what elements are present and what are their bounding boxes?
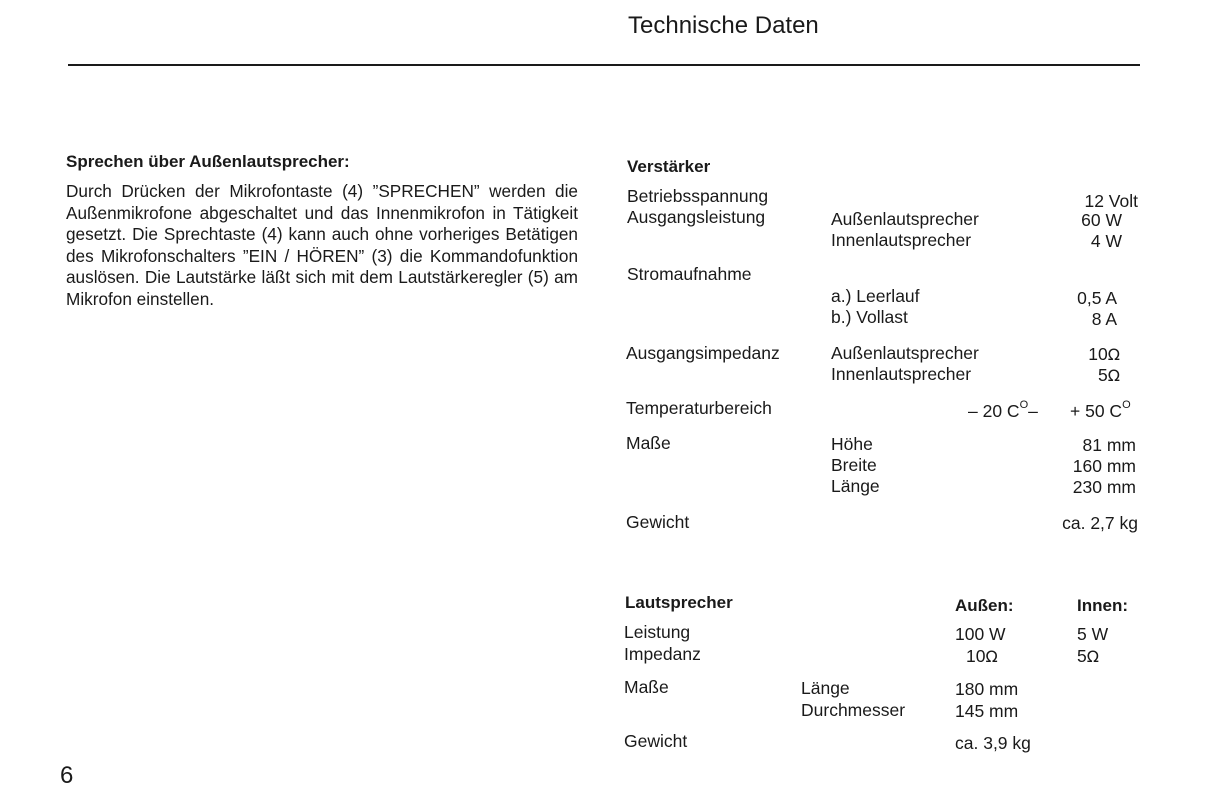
column-header-aussen: Außen: [955,596,1014,615]
ohm-symbol: Ω [1086,647,1099,666]
spec-value-leistung-aussen: 60 W [1081,210,1122,230]
spec-value-impedanz-innen [1077,646,1099,667]
spec-label-ausgangsleistung: Ausgangsleistung [627,207,766,227]
impedance-value: 5 [1098,365,1108,385]
spec-value-temperatur-max [1070,399,1131,422]
temperature-min: – 20 C [968,401,1020,421]
spec-value-leistung-innen: 5 W [1077,624,1109,644]
section-heading-speaking: Sprechen über Außenlautsprecher: [66,152,350,171]
spec-value-laenge: 230 mm [1072,477,1136,497]
speaker-heading: Lautsprecher [625,593,733,612]
amplifier-heading: Verstärker [627,157,711,176]
spec-value-leerlauf: 0,5 A [1077,288,1117,308]
spec-label-gewicht: Gewicht [626,512,690,532]
spec-label-masse: Maße [626,433,671,453]
ohm-symbol: Ω [985,647,998,666]
spec-sub-breite: Breite [831,455,877,475]
body-paragraph: Durch Drücken der Mikrofontaste (4) ”SPRECHEN” werden die Außenmikrofone abgeschaltet und das Innenmikrofon in Tätigkeit gesetzt. Die Sprechtaste (4) kann auch ohne vorheriges Betätigen des Mikrofonschalters ”EIN / HÖREN” (3) die Kommandofunktion auslösen. Die Lautstärke läßt sich mit dem Lautstärkeregler (5) am Mikrofon einstellen. [66,181,578,309]
impedance-value: 10 [966,646,986,666]
page-title: Technische Daten [628,12,819,39]
ohm-symbol: Ω [1107,366,1120,385]
range-dash: – [1028,401,1038,421]
spec-value-durchmesser: 145 mm [955,701,1019,721]
spec-label-leistung: Leistung [624,622,691,642]
spec-value-impedanz-innen [1040,365,1120,386]
spec-sub-durchmesser: Durchmesser [801,700,906,720]
spec-label-masse-speaker: Maße [624,677,669,697]
spec-sub-innenlautsprecher: Innenlautsprecher [831,230,972,250]
spec-sub-vollast: b.) Vollast [831,307,908,327]
temperature-max: + 50 C [1070,401,1123,421]
degree-mark: O [1019,399,1029,411]
spec-value-gewicht-speaker: ca. 3,9 kg [955,733,1031,753]
spec-value-temperatur-min [968,399,1038,422]
spec-value-betriebsspannung: 12 Volt [1084,191,1138,211]
spec-value-impedanz-aussen [1040,344,1120,365]
spec-label-ausgangsimpedanz: Ausgangsimpedanz [626,343,780,363]
spec-value-gewicht: ca. 2,7 kg [1062,513,1138,533]
spec-label-temperaturbereich: Temperaturbereich [626,398,772,418]
impedance-value: 5 [1077,646,1087,666]
spec-value-breite: 160 mm [1072,456,1136,476]
impedance-value: 10 [1088,344,1108,364]
spec-value-vollast: 8 A [1091,309,1117,329]
ohm-symbol: Ω [1107,345,1120,364]
spec-sub-hoehe: Höhe [831,434,873,454]
page-number: 6 [60,762,74,789]
header-rule [68,64,1140,66]
spec-value-leistung-innen: 4 W [1090,231,1122,251]
column-header-innen: Innen: [1077,596,1128,615]
spec-value-leistung-aussen: 100 W [955,624,1006,644]
spec-value-hoehe: 81 mm [1082,435,1136,455]
spec-sub-leerlauf: a.) Leerlauf [831,286,920,306]
degree-mark: O [1122,399,1131,411]
spec-sub-laenge-speaker: Länge [801,678,850,698]
spec-label-betriebsspannung: Betriebsspannung [627,186,769,206]
spec-value-laenge-speaker: 180 mm [955,679,1019,699]
spec-sub-impedanz-innen: Innenlautsprecher [831,364,972,384]
spec-sub-laenge: Länge [831,476,880,496]
spec-label-stromaufnahme: Stromaufnahme [627,264,752,284]
spec-label-impedanz: Impedanz [624,644,701,664]
spec-sub-aussenlautsprecher: Außenlautsprecher [831,209,979,229]
spec-label-gewicht-speaker: Gewicht [624,731,688,751]
spec-value-impedanz-aussen [966,646,998,667]
spec-sub-impedanz-aussen: Außenlautsprecher [831,343,979,363]
